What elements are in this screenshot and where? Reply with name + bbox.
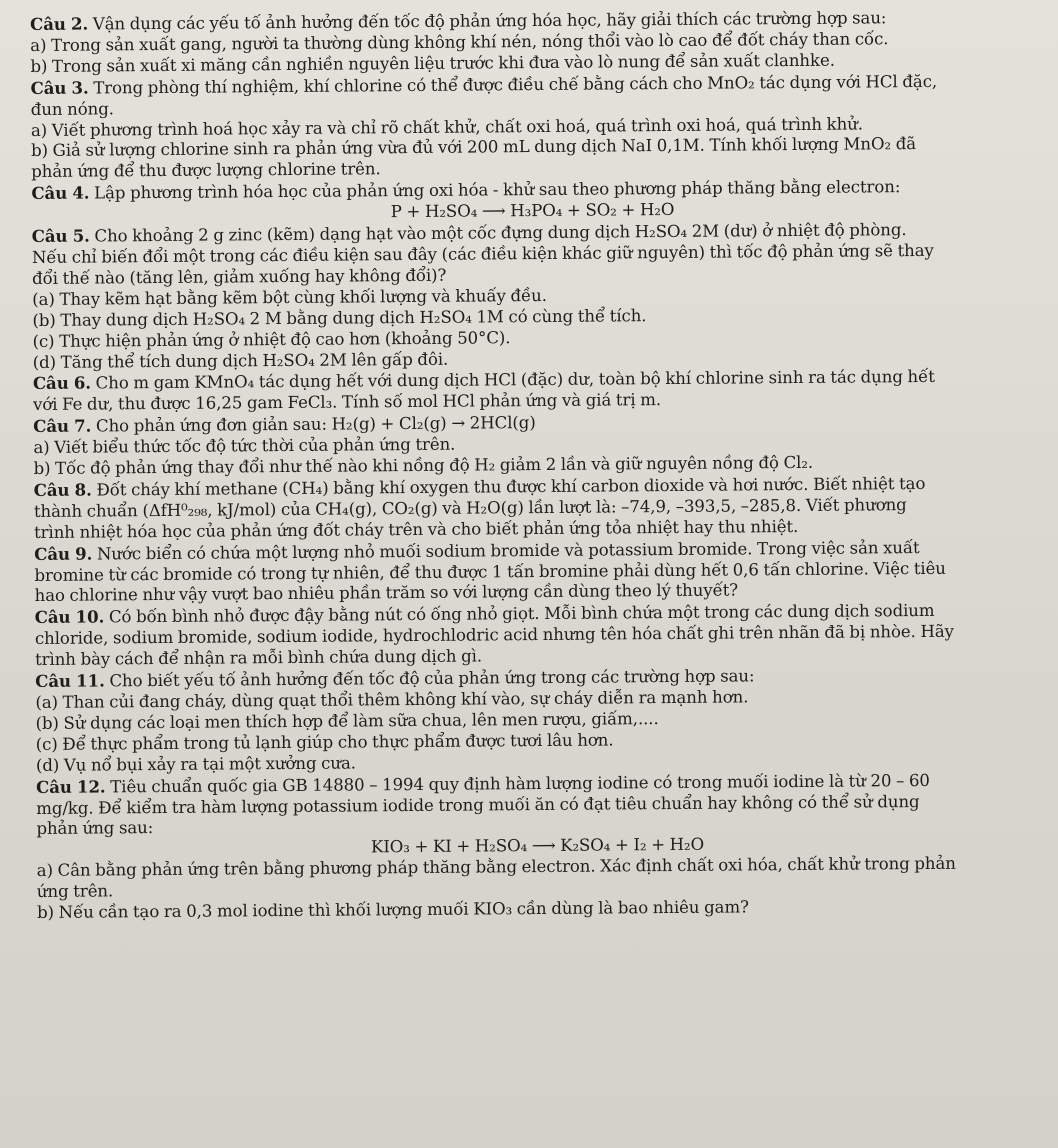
line-text: chloride, sodium bromide, sodium iodide, hydrochlodric acid nhưng tên hóa chất ghi trên nhãn đã bị nhòe. Hãy	[34, 622, 954, 649]
line-text: đổi thế nào (tăng lên, giảm xuống hay không đổi)?	[32, 265, 447, 288]
line-text: đun nóng.	[30, 98, 114, 119]
question-number: Câu 9.	[34, 543, 93, 564]
line-text: Trong phòng thí nghiệm, khí chlorine có thể được điều chế bằng cách cho MnO₂ tác dụng với HCl đặc,	[88, 71, 938, 98]
line-text: b) Giả sử lượng chlorine sinh ra phản ứng vừa đủ với 200 mL dung dịch NaI 0,1M. Tính khối lượng MnO₂ đã	[31, 134, 917, 161]
question-number: Câu 5.	[31, 225, 90, 247]
line-text: (b) Sử dụng các loại men thích hợp để làm sữa chua, lên men rượu, giấm,....	[35, 708, 659, 733]
question-number: Câu 8.	[33, 479, 92, 500]
line-text: với Fe dư, thu được 16,25 gam FeCl₃. Tính số mol HCl phản ứng và giá trị m.	[32, 390, 662, 415]
question-number: Câu 7.	[33, 415, 92, 437]
line-text: Cho khoảng 2 g zinc (kẽm) dạng hạt vào một cốc đựng dung dịch H₂SO₄ 2M (dư) ở nhiệt độ phòng.	[89, 220, 907, 246]
line-text: hao chlorine như vậy vượt bao nhiêu phần trăm so với lượng cần dùng theo lý thuyết?	[34, 580, 739, 606]
line-text: (d) Tăng thể tích dung dịch H₂SO₄ 2M lên gấp đôi.	[32, 349, 449, 372]
line-text: Lập phương trình hóa học của phản ứng oxi hóa - khử sau theo phương pháp thăng bằng electron:	[89, 177, 901, 203]
question-number: Câu 3.	[30, 77, 89, 98]
line-text: a) Trong sản xuất gang, người ta thường dùng không khí nén, nóng thổi vào lò cao để đốt cháy than cốc.	[30, 29, 889, 55]
line-text: trình nhiệt hóa học của phản ứng đốt cháy trên và cho biết phản ứng tỏa nhiệt hay thu nhiệt.	[33, 516, 799, 542]
question-number: Câu 12.	[35, 776, 106, 797]
line-text: Có bốn bình nhỏ được đậy bằng nút có ống nhỏ giọt. Mỗi bình chứa một trong các dung dịch sodium	[104, 601, 935, 627]
line-text: Đốt cháy khí methane (CH₄) bằng khí oxygen thu được khí carbon dioxide và hơi nước. Biết nhiệt tạo	[91, 473, 926, 500]
line-text: a) Cân bằng phản ứng trên bằng phương pháp thăng bằng electron. Xác định chất oxi hóa, chất khử trong phản	[36, 854, 956, 881]
question-number: Câu 2.	[30, 13, 89, 34]
chemical-equation: KIO₃ + KI + H₂SO₄ ⟶ K₂SO₄ + I₂ + H₂O	[370, 835, 705, 857]
document-body	[30, 6, 1039, 924]
line-text: Cho phản ứng đơn giản sau: H₂(g) + Cl₂(g) → 2HCl(g)	[91, 413, 536, 436]
line-text: b) Tốc độ phản ứng thay đổi như thế nào khi nồng độ H₂ giảm 2 lần và giữ nguyên nồng độ Cl₂.	[33, 452, 814, 479]
line-text: (d) Vụ nổ bụi xảy ra tại một xưởng cưa.	[35, 753, 356, 775]
line-text: Nước biển có chứa một lượng nhỏ muối sodium bromide và potassium bromide. Trong việc sản xuất	[92, 537, 920, 564]
line-text: (a) Thay kẽm hạt bằng kẽm bột cùng khối lượng và khuấy đều.	[32, 285, 547, 309]
line-text: a) Viết phương trình hoá học xảy ra và chỉ rõ chất khử, chất oxi hoá, quá trình oxi hoá, quá trình khử.	[30, 113, 864, 140]
line-text: Cho m gam KMnO₄ tác dụng hết với dung dịch HCl (đặc) dư, toàn bộ khí chlorine sinh ra tác dụng hết	[90, 367, 935, 393]
line-text: (a) Than củi đang cháy, dùng quạt thổi thêm không khí vào, sự cháy diễn ra mạnh hơn.	[35, 687, 749, 712]
line-text: (c) Để thực phẩm trong tủ lạnh giúp cho thực phẩm được tươi lâu hơn.	[35, 730, 614, 754]
line-text: trình bày cách để nhận ra mỗi bình chứa dung dịch gì.	[34, 646, 483, 670]
question-number: Câu 11.	[35, 670, 105, 692]
chemical-equation: P + H₂SO₄ ⟶ H₃PO₄ + SO₂ + H₂O	[390, 200, 675, 222]
question-number: Câu 6.	[32, 372, 92, 394]
line-text: b) Trong sản xuất xi măng cần nghiền nguyên liệu trước khi đưa vào lò nung để sản xuất clanhke.	[30, 50, 835, 76]
line-text: ứng trên.	[36, 881, 114, 902]
line-text: a) Viết biểu thức tốc độ tức thời của phản ứng trên.	[33, 434, 456, 458]
question-number: Câu 4.	[31, 182, 90, 204]
line-text: bromine từ các bromide có trong tự nhiên, để thu được 1 tấn bromine phải dùng hết 0,6 tấn chlorine. Việc tiêu	[34, 558, 946, 585]
line-text: phản ứng sau:	[36, 818, 154, 839]
line-text: Nếu chỉ biến đổi một trong các điều kiện sau đây (các điều kiện khác giữ nguyên) thì tốc độ phản ứng sẽ thay	[31, 240, 934, 267]
line-text: Tiêu chuẩn quốc gia GB 14880 – 1994 quy định hàm lượng iodine có trong muối iodine là từ 20 – 60	[105, 770, 930, 797]
line-text: thành chuẩn (ΔfH⁰₂₉₈, kJ/mol) của CH₄(g), CO₂(g) và H₂O(g) lần lượt là: –74,9, –393,5, –285,8. Viết phương	[33, 494, 907, 521]
line-text: mg/kg. Để kiểm tra hàm lượng potassium iodide trong muối ăn có đạt tiêu chuẩn hay không có thể sử dụng	[36, 791, 920, 818]
line-text: (b) Thay dung dịch H₂SO₄ 2 M bằng dung dịch H₂SO₄ 1M có cùng thể tích.	[32, 305, 647, 330]
question-number: Câu 10.	[34, 606, 105, 628]
line-text: (c) Thực hiện phản ứng ở nhiệt độ cao hơn (khoảng 50°C).	[32, 327, 511, 351]
line-text: b) Nếu cần tạo ra 0,3 mol iodine thì khối lượng muối KIO₃ cần dùng là bao nhiêu gam?	[36, 897, 749, 923]
line-text: Cho biết yếu tố ảnh hưởng đến tốc độ của phản ứng trong các trường hợp sau:	[104, 666, 755, 691]
line-text: Vận dụng các yếu tố ảnh hưởng đến tốc độ phản ứng hóa học, hãy giải thích các trường hợp sau:	[88, 8, 887, 34]
line-text: phản ứng để thu được lượng chlorine trên.	[31, 159, 381, 182]
